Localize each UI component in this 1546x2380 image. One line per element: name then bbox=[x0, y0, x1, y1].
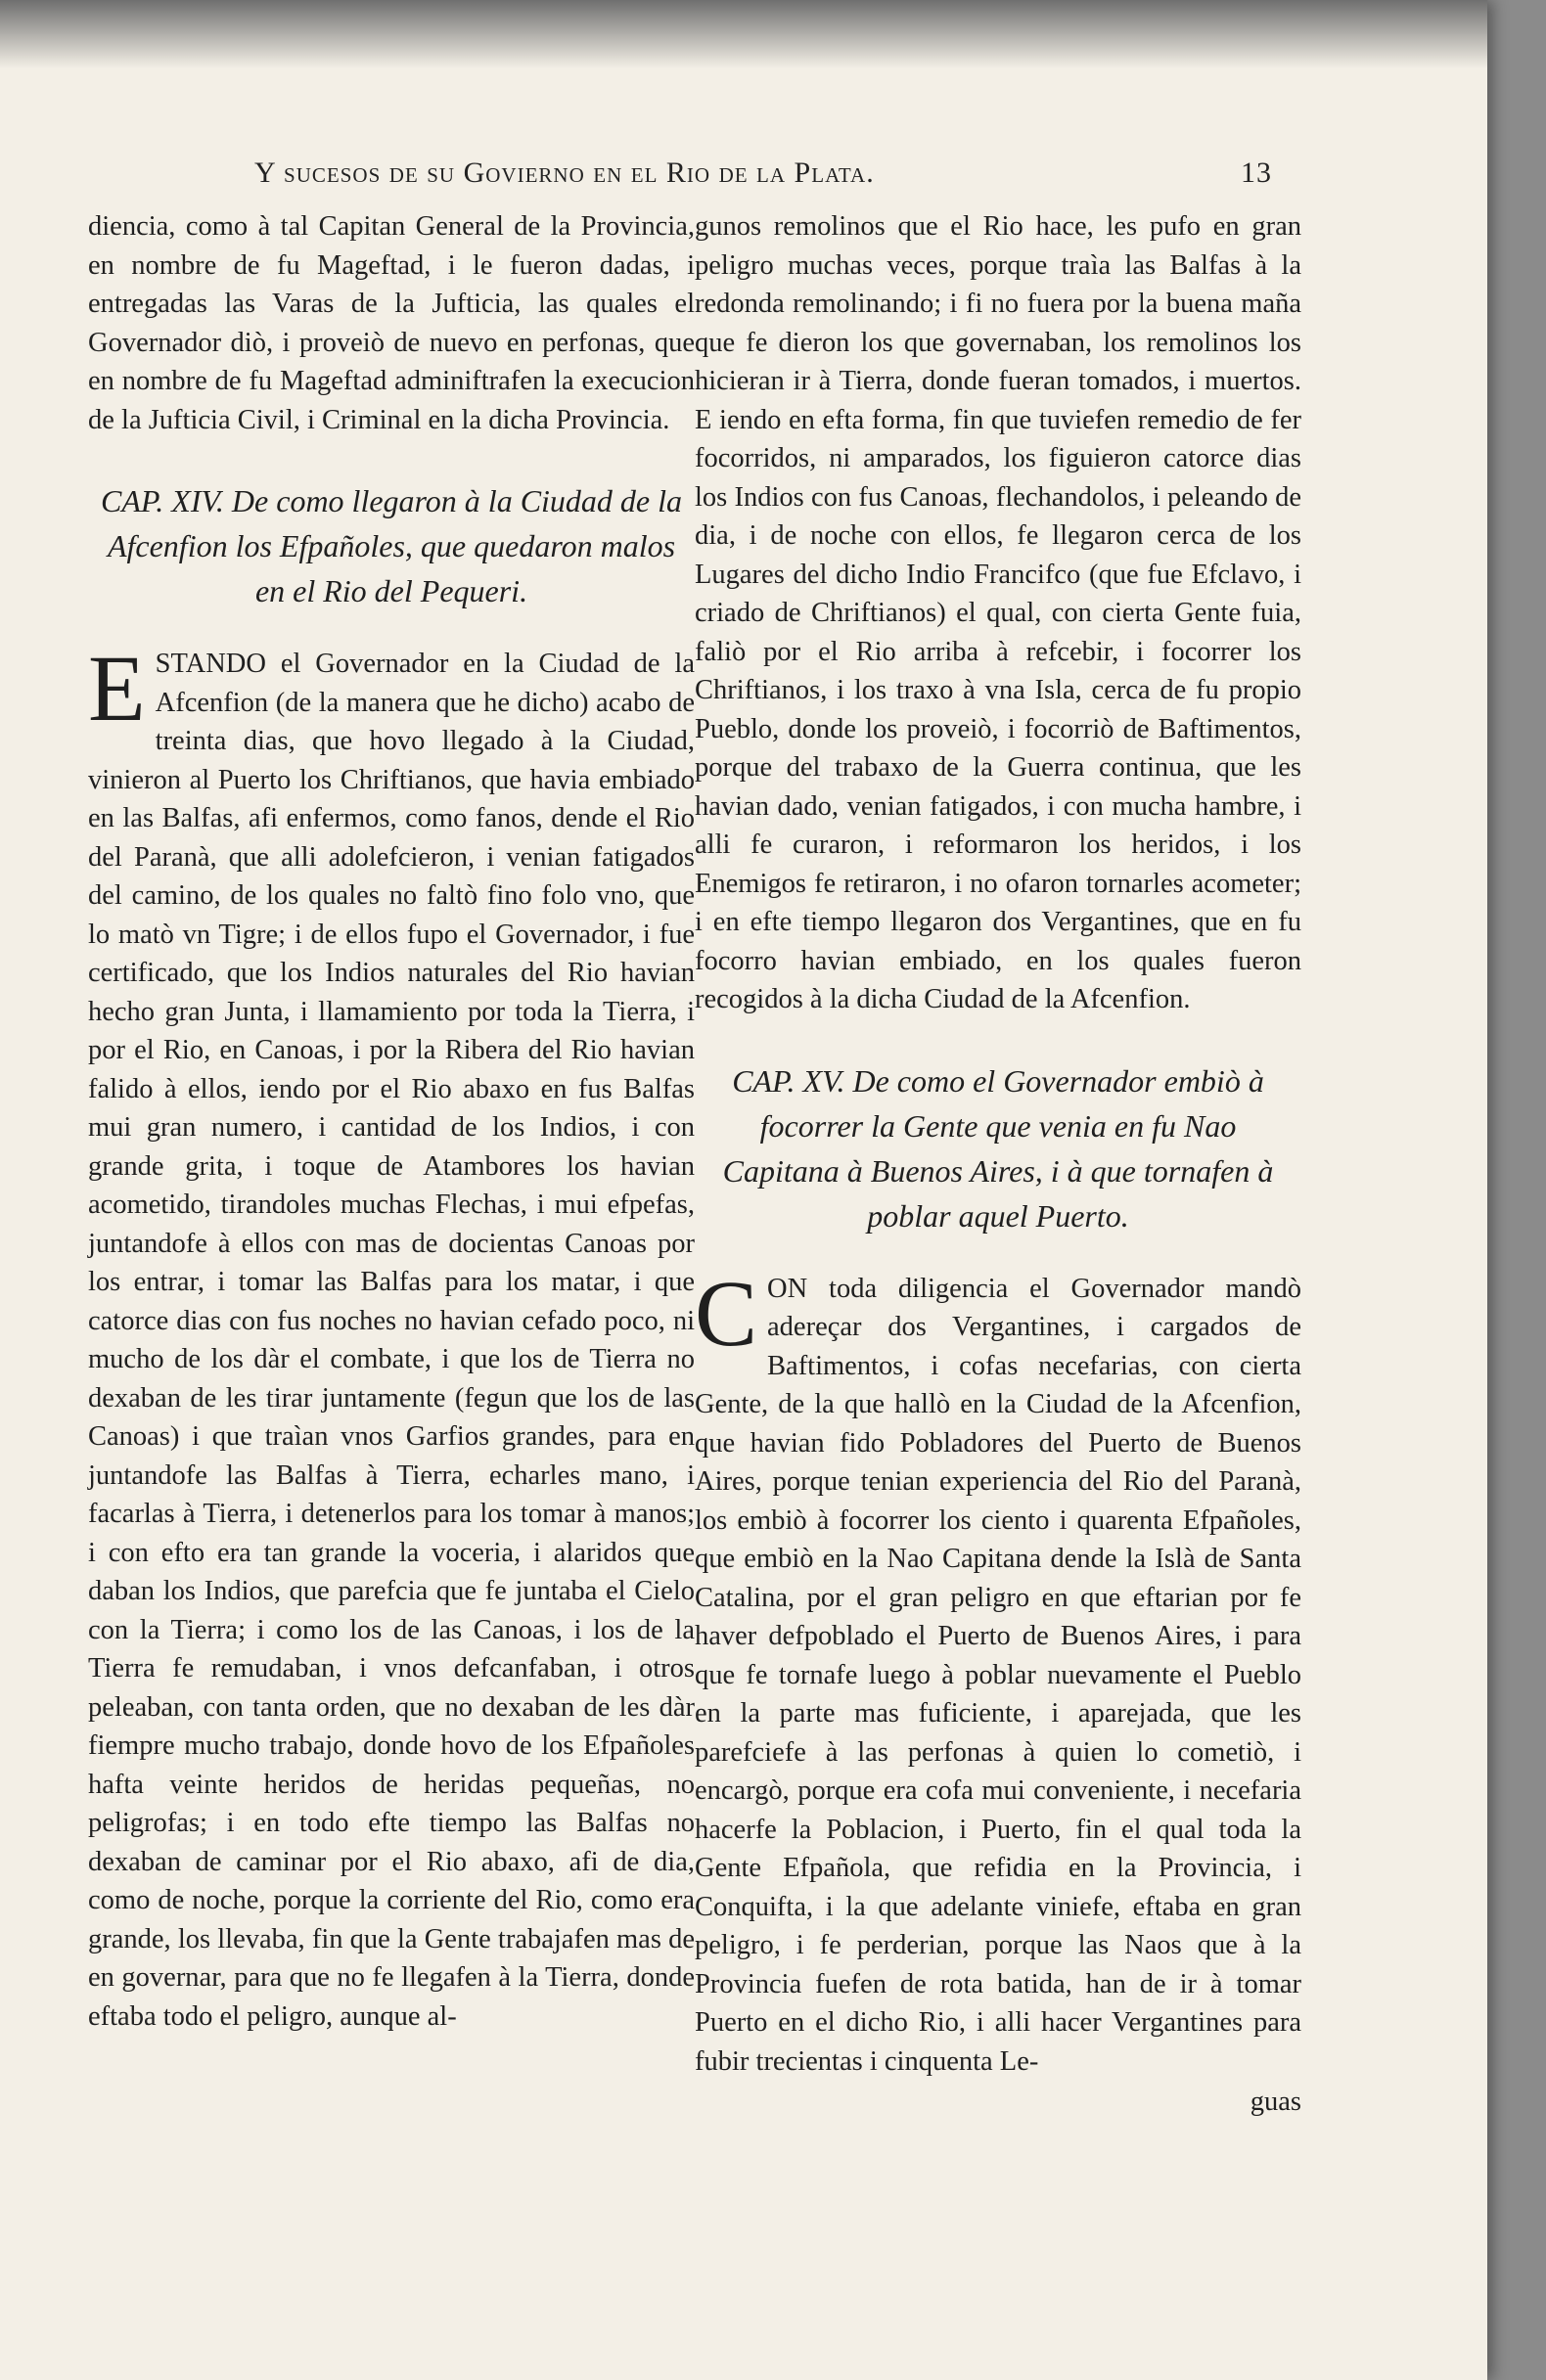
chapter-xiv-paragraph bbox=[88, 636, 695, 2036]
chapter-heading-xiv: CAP. XIV. De como llegaron à la Ciudad de la Afcenfion los Efpañoles, que quedaron malos en el Rio del Pequeri. bbox=[100, 483, 683, 608]
left-column bbox=[88, 207, 695, 2036]
chapter-xv-paragraph bbox=[695, 1260, 1301, 2082]
continuation-paragraph: gunos remolinos que el Rio hace, les pufo en gran peligro muchas veces, porque traìa las Balfas à la redonda remolinando; i fi no fuera por la buena maña que fe dieron los que governaban, los remolinos los hicieran ir à Tierra, donde fueran tomados, i muertos. E iendo en efta forma, fin que tuviefen remedio de fer focorridos, ni amparados, los figuieron catorce dias los Indios con fus Canoas, flechandolos, i peleando de dia, i de noche con ellos, fe llegaron cerca de los Lugares del dicho Indio Francifco (que fue Efclavo, i criado de Chriftianos) el qual, con cierta Gente fuia, faliò por el Rio arriba à refcebir, i focorrer los Chriftianos, i los traxo à vna Isla, cerca de fu propio Pueblo, donde los proveiò, i focorriò de Baftimentos, porque del trabaxo de la Guerra continua, que les havian dado, venian fatigados, i con mucha hambre, i alli fe curaron, i reformaron los heridos, i los Enemigos fe retiraron, i no ofaron tornarles acometer; i en efte tiempo llegaron dos Vergantines, que en fu focorro havian embiado, en los quales fueron recogidos à la dicha Ciudad de la Afcenfion. bbox=[695, 211, 1301, 1014]
chapter-heading-xv: CAP. XV. De como el Governador embiò à focorrer la Gente que venia en fu Nao Capitana à Buenos Aires, i à que tornafen à poblar aquel Puerto. bbox=[722, 1062, 1274, 1234]
right-column bbox=[695, 207, 1301, 2122]
body-text: el Governador en la Ciudad de la Afcenfion (de la manera que he dicho) acabo de treinta dias, que hovo llegado à la Ciudad, vinieron al Puerto los Chriftianos, que havia embiado en las Balfas, afi enfermos, como fanos, dende el Rio del Paranà, que alli adolefcieron, i venian fatigados del camino, de los quales no faltò fino folo vno, que lo matò vn Tigre; i de ellos fupo el Governador, i fue certificado, que los Indios naturales del Rio havian hecho gran Junta, i llamamiento por toda la Tierra, i por el Rio, en Canoas, i por la Ribera del Rio havian falido à ellos, iendo por el Rio abaxo en fus Balfas mui gran numero, i cantidad de los Indios, i con grande grita, i toque de Atambores los havian acometido, tirandoles muchas Flechas, i mui efpefas, juntandofe à ellos con mas de docientas Canoas por los entrar, i tomar las Balfas para los matar, i que catorce dias con fus noches no havian cefado poco, ni mucho de los dàr el combate, i que los de Tierra no dexaban de les tirar juntamente (fegun que los de las Canoas) i que traìan vnos Garfios grandes, para en juntandofe las Balfas à Tierra, echarles mano, i facarlas à Tierra, i detenerlos para los tomar à manos; i con efto era tan grande la voceria, i alaridos que daban los Indios, que parefcia que fe juntaba el Cielo con la Tierra; i como los de las Canoas, i los de la Tierra fe remudaban, i vnos defcanfaban, i otros peleaban, con tanta orden, que no dexaban de les dàr fiempre mucho trabajo, donde hovo de los Efpañoles hafta veinte heridos de heridas pequeñas, no peligrofas; i en todo efte tiempo las Balfas no dexaban de caminar por el Rio abaxo, afi de dia, como de noche, porque la corriente del Rio, como era grande, los llevaba, fin que la Gente trabajafen mas de en governar, para que no fe llegafen à la Tierra, donde eftaba todo el peligro, aunque al- bbox=[88, 649, 695, 2032]
page-header bbox=[254, 157, 1272, 190]
page-top-shadow bbox=[0, 0, 1487, 68]
drop-cap: E bbox=[88, 636, 146, 741]
first-word: STANDO bbox=[155, 649, 266, 679]
catchword: guas bbox=[1250, 2087, 1301, 2117]
running-title: Y sucesos de su Govierno en el Rio de la Plata. bbox=[254, 157, 875, 189]
body-text: toda diligencia el Governador mandò adereçar dos Vergantines, i cargados de Baftimentos, i cofas necefarias, con cierta Gente, de la que hallò en la Ciudad de la Afcenfion, que havian fido Pobladores del Puerto de Buenos Aires, porque tenian experiencia del Rio del Paranà, los embiò à focorrer los ciento i quarenta Efpañoles, que embiò en la Nao Capitana dende la Islà de Santa Catalina, por el gran peligro en que eftarian por fe haver defpoblado el Puerto de Buenos Aires, i para que fe tornafe luego à poblar nuevamente el Pueblo en la parte mas fuficiente, i aparejada, que les parefciefe à las perfonas à quien lo cometiò, i encargò, porque era cofa mui conveniente, i necefaria hacerfe la Poblacion, i Puerto, fin el qual toda la Gente Efpañola, que refidia en la Provincia, i Conquifta, i la que adelante viniefe, eftaba en gran peligro, i fe perderian, porque las Naos que à la Provincia fuefen de rota batida, han de ir à tomar Puerto en el dicho Rio, i alli hacer Vergantines para fubir trecientas i cinquenta Le- bbox=[695, 1273, 1301, 2077]
first-word: ON bbox=[767, 1273, 808, 1304]
drop-cap: C bbox=[695, 1260, 758, 1366]
page-number: 13 bbox=[1241, 157, 1272, 189]
opening-paragraph: diencia, como à tal Capitan General de la Provincia, en nombre de fu Mageftad, i le fueron dadas, i entregadas las Varas de la Jufticia, las quales el Governador diò, i proveiò de nuevo en perfonas, que en nombre de fu Mageftad adminiftrafen la execucion de la Jufticia Civil, i Criminal en la dicha Provincia. bbox=[88, 211, 695, 435]
